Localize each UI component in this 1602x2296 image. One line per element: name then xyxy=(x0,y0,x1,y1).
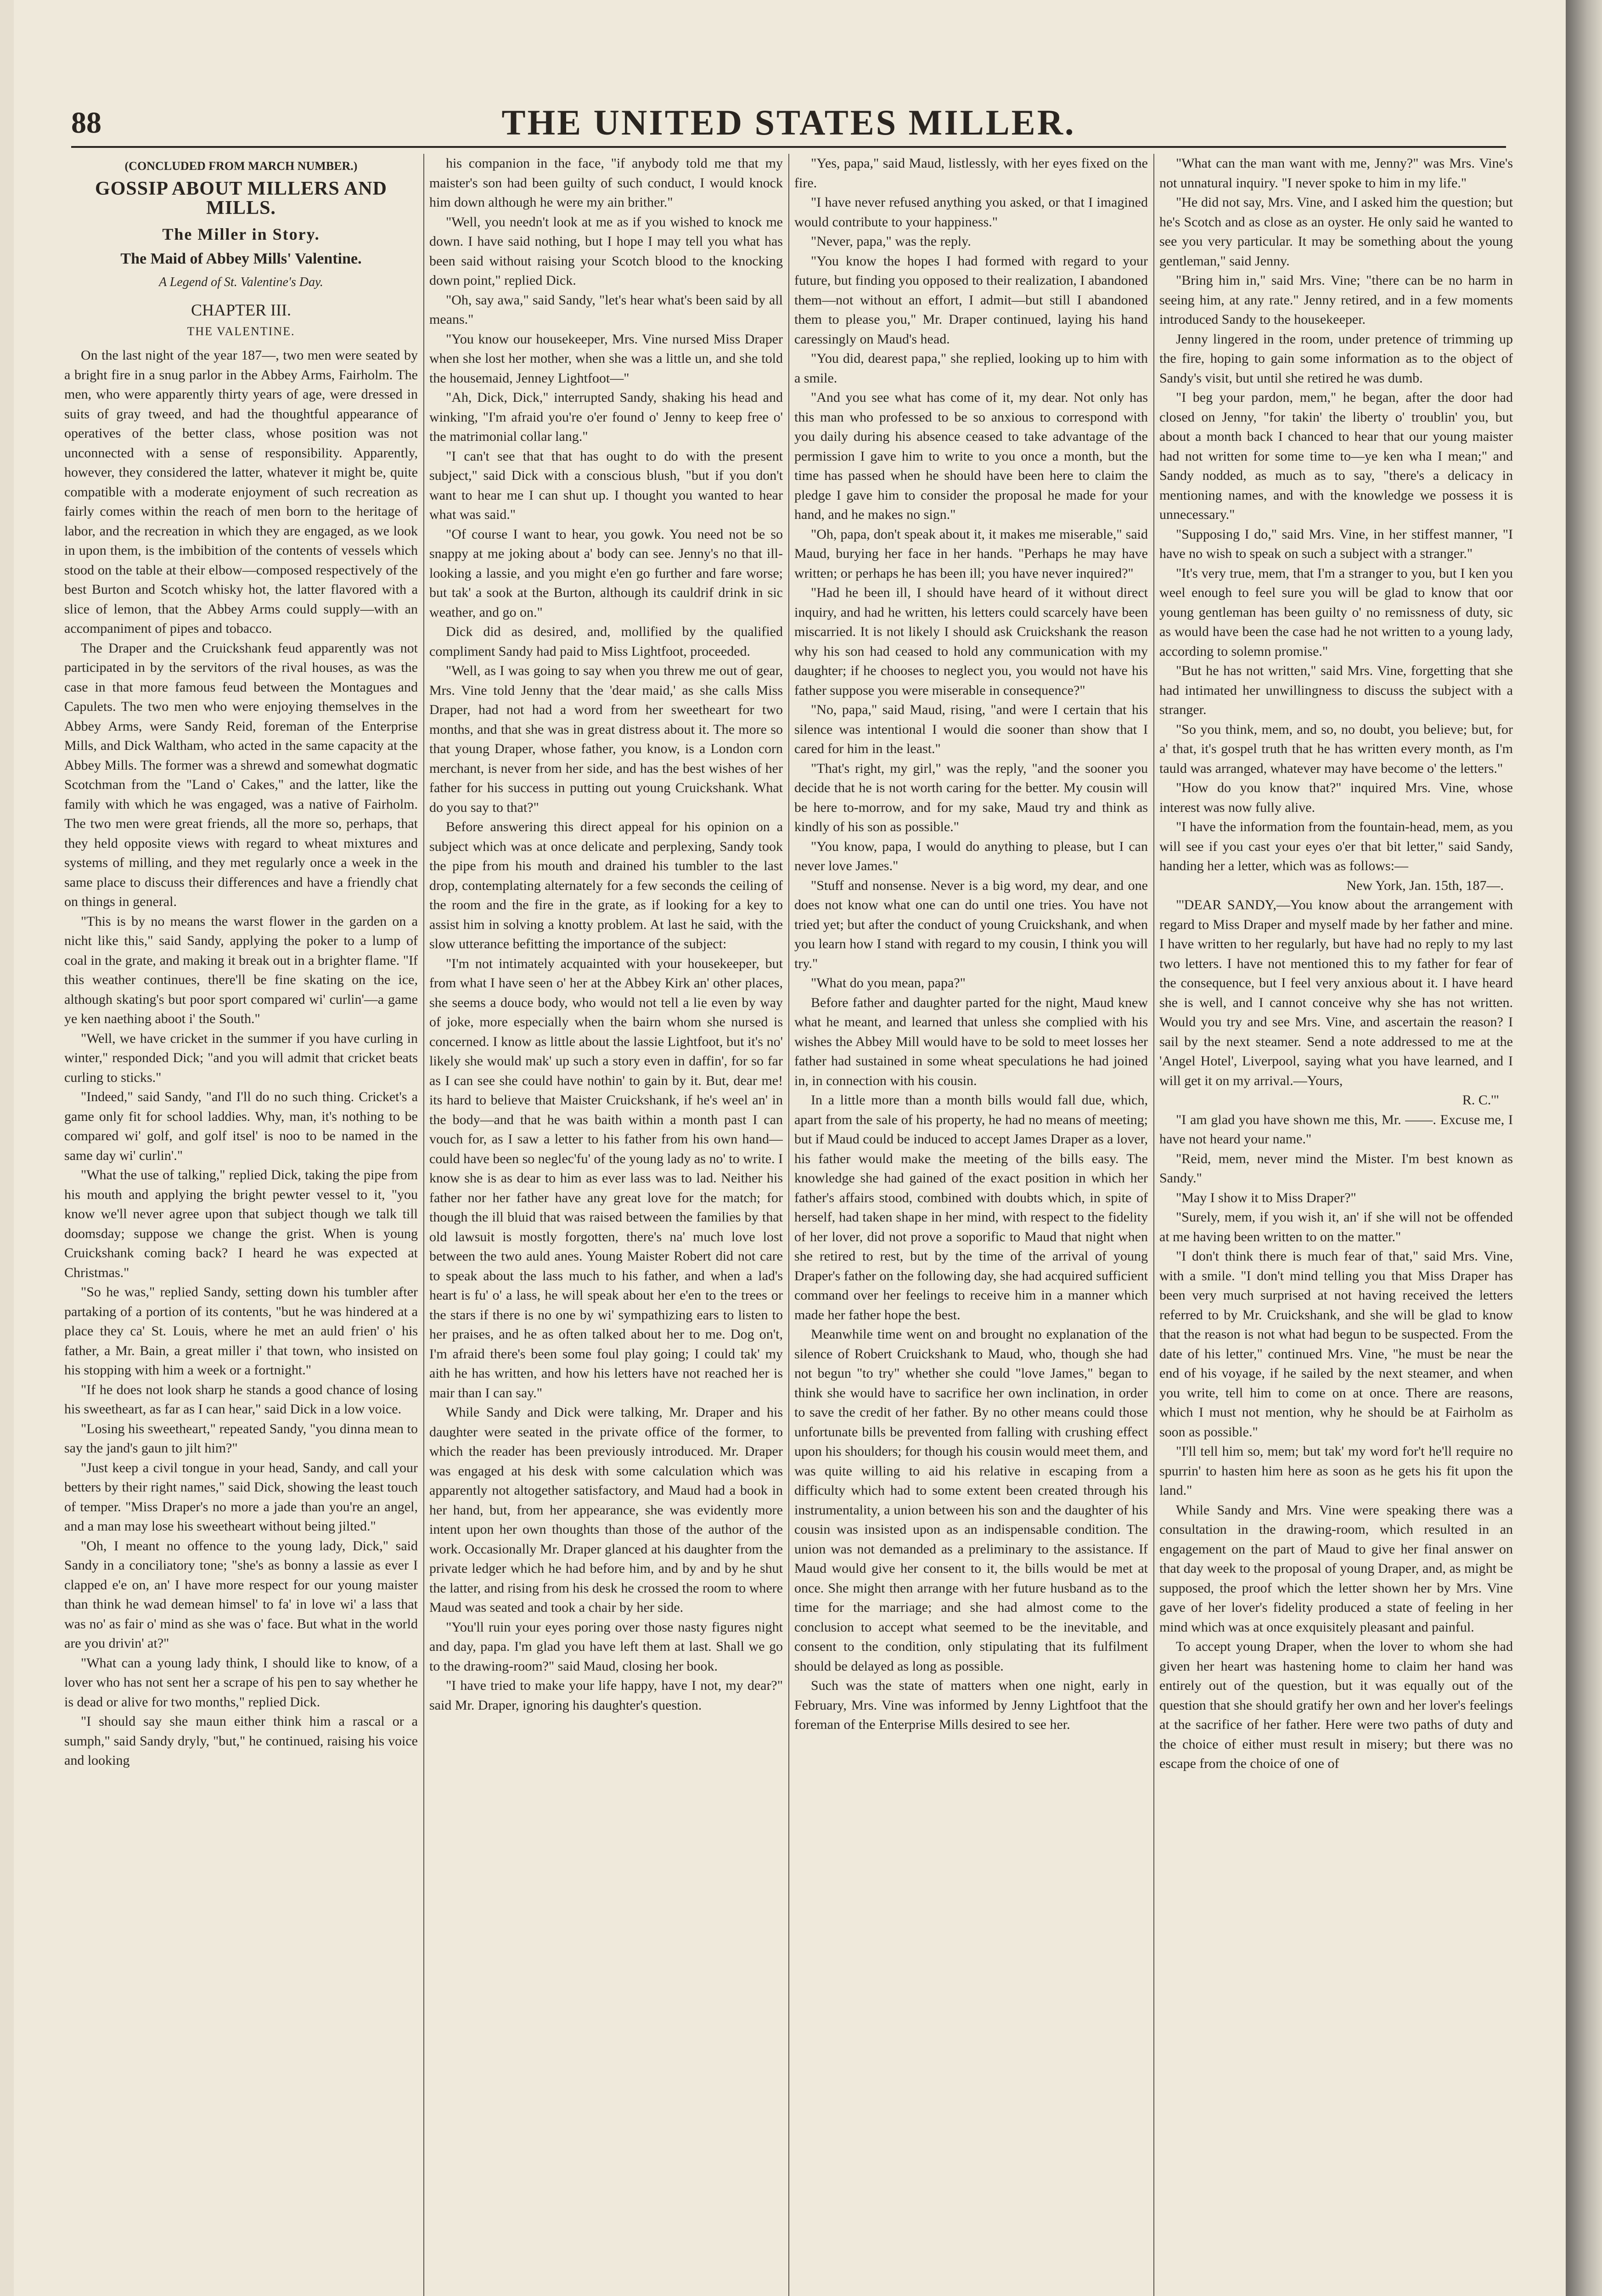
paragraph: While Sandy and Dick were talking, Mr. Draper and his daughter were seated in the private office of the former, to which the reader has been previously introduced. Mr. Draper was engaged at his desk with some calculation which was apparently not altogether satisfactory, and Maud had a book in her hand, but, from her appearance, she was evidently more intent upon her own thoughts than those of the author of the work. Occasionally Mr. Draper glanced at his daughter from the private ledger which he had before him, and by and by he shut the latter, and rising from his desk he crossed the room to where Maud was seated and took a chair by her side. xyxy=(429,1405,783,1615)
paragraph: "Indeed," said Sandy, "and I'll do no such thing. Cricket's a game only fit for school laddies. Why, man, it's nothing to be compared wi' golf, and golf itsel' is noo to be named in the same day wi' curlin'." xyxy=(64,1089,418,1163)
paragraph: "Just keep a civil tongue in your head, Sandy, and call your betters by their right names," said Dick, showing the least touch of temper. "Miss Draper's no more a jade than you're an angel, and a man may lose his sweetheart without being jilted." xyxy=(64,1460,418,1534)
paragraph: "Supposing I do," said Mrs. Vine, in her stiffest manner, "I have no wish to speak on such a subject with a stranger." xyxy=(1159,526,1513,561)
paragraph: "What do you mean, papa?" xyxy=(811,975,966,990)
paragraph: "Oh, say awa," said Sandy, "let's hear what's been said by all means." xyxy=(429,292,783,327)
chapter-title: THE VALENTINE. xyxy=(187,324,295,338)
paragraph: R. C.'" xyxy=(1462,1092,1499,1108)
paragraph: "How do you know that?" inquired Mrs. Vine, whose interest was now fully alive. xyxy=(1159,780,1513,815)
article-columns xyxy=(64,154,1515,2296)
paragraph: Jenny lingered in the room, under pretence of trimming up the fire, hoping to gain some information as to the object of Sandy's visit, but until she retired he was dumb. xyxy=(1159,331,1513,386)
paragraph: "Well, as I was going to say when you threw me out of gear, Mrs. Vine told Jenny that the 'dear maid,' as she calls Miss Draper, had not had a word from her sweetheart for two months, and that she was in great distress about it. The more so that young Draper, whose father, you know, is a London corn merchant, is never from her side, and has the best wishes of her father for his success in putting out young Cruickshank. What do you say to that?" xyxy=(429,663,783,815)
paragraph: Meanwhile time went on and brought no explanation of the silence of Robert Cruickshank to Maud, who, though she had not begun "to try" whether she could "love James," began to think she would have to sacrifice her own inclination, in order to save the credit of her father. By no other means could those unfortunate bills be prevented from falling with crushing effect upon his shoulders; for though his cousin would meet them, and was quite willing to aid his relative in escaping from a difficulty which had to some extent been created through his instrumentality, a union between his son and the daughter of his cousin was insisted upon as an indispensable condition. The union was not demanded as a preliminary to the assistance. If Maud would give her consent to it, the bills would be met at once. She might then arrange with her future husband as to the time for the marriage; and she had almost come to the conclusion to accept what seemed to be the inevitable, and consent to the condition, only stipulating that its fulfilment should be delayed as long as possible. xyxy=(794,1327,1148,1674)
continuation-notice: (CONCLUDED FROM MARCH NUMBER.) xyxy=(124,159,358,173)
story-legend: A Legend of St. Valentine's Day. xyxy=(159,275,323,289)
paragraph: "I don't think there is much fear of that," said Mrs. Vine, with a smile. "I don't mind telling you that Miss Draper has been very much surprised at not having received the letters referred to by Mr. Cruickshank, and she will be glad to know that the reason is not what had begun to be suspected. From the date of his letter," continued Mrs. Vine, "he must be near the end of his voyage, if he sailed by the next steamer, and when you write, tell him to come on at once. There are reasons, which I must not mention, why he should be at Fairholm as soon as possible." xyxy=(1159,1249,1513,1440)
column-body xyxy=(1159,154,1513,1774)
paragraph: While Sandy and Mrs. Vine were speaking there was a consultation in the drawing-room, which resulted in an engagement on the part of Maud to give her final answer on that day week to the proposal of young Draper, and, as might be supposed, the proof which the letter shown her by Mrs. Vine gave of her lover's fidelity produced a state of feeling in her mind which was at once exquisitely pleasant and painful. xyxy=(1159,1502,1513,1635)
paragraph: "Of course I want to hear, you gowk. You need not be so snappy at me joking about a' body can see. Jenny's no that ill-looking a lassie, and you might e'en go further and fare worse; but tak' a sook at the Burton, although its cauldrif drink in sic weather, and go on." xyxy=(429,526,783,620)
paragraph: "That's right, my girl," was the reply, "and the sooner you decide that he is not worth caring for the better. My cousin will be here to-morrow, and for my sake, Maud try and think as kindly of his son as possible." xyxy=(794,760,1148,834)
series-title: The Miller in Story. xyxy=(162,225,320,243)
column-4 xyxy=(1159,154,1513,2296)
column-body xyxy=(64,346,418,1771)
paragraph: "So you think, mem, and so, no doubt, you believe; but, for a' that, it's gospel truth that he has written every month, as I'm tauld was arranged, whatever may have become o' the letters." xyxy=(1159,721,1513,776)
paragraph: "But he has not written," said Mrs. Vine, forgetting that she had intimated her unwillingness to discuss the subject with a stranger. xyxy=(1159,663,1513,717)
paragraph: "'DEAR SANDY,—You know about the arrangement with regard to Miss Draper and myself made by her father and mine. I have written to her regularly, but have had no reply to my last two letters. I have not mentioned this to my father for fear of the consequence, but I feel very anxious about it. I have heard she is well, and I cannot conceive why she has not written. Would you try and see Mrs. Vine, and ascertain the reason? I sail by the next steamer. Send a note addressed to me at the 'Angel Hotel', Liverpool, saying what you have learned, and I will get it on my arrival.—Yours, xyxy=(1159,897,1513,1088)
paragraph: In a little more than a month bills would fall due, which, apart from the sale of his property, he had no means of meeting; but if Maud could be induced to accept James Draper as a lover, his father would make the meeting of the bills easy. The knowledge she had gained of the exact position in which her father's affairs stood, combined with doubts which, in spite of herself, had taken shape in her mind, with respect to the fidelity of her lover, did not prove a soporific to Maud that night when she retired to rest, but by the time of the arrival of young Draper's father on the following day, she had acquired sufficient command over her feelings to receive him in a manner which made her father hope the best. xyxy=(794,1092,1148,1322)
paragraph: "Oh, papa, don't speak about it, it makes me miserable," said Maud, burying her face in her hands. "Perhaps he may have written; or perhaps he has been ill; you have never inquired?" xyxy=(794,526,1148,581)
paragraph: "I can't see that that has ought to do with the present subject," said Dick with a conscious blush, "but if you don't want to hear me I can shut up. I thought you wanted to hear what was said." xyxy=(429,448,783,522)
column-body xyxy=(429,154,783,1715)
story-title: The Maid of Abbey Mills' Valentine. xyxy=(120,250,362,267)
paragraph: "You know, papa, I would do anything to please, but I can never love James." xyxy=(794,838,1148,873)
paragraph: "You know our housekeeper, Mrs. Vine nursed Miss Draper when she lost her mother, when she was a little un, and she told the housemaid, Jenney Lightfoot—" xyxy=(429,331,783,386)
paragraph: "Yes, papa," said Maud, listlessly, with her eyes fixed on the fire. xyxy=(794,156,1148,191)
paragraph: "Ah, Dick, Dick," interrupted Sandy, shaking his head and winking, "I'm afraid you're o'er found o' Jenny to keep free o' the matrimonial collar lang." xyxy=(429,390,783,444)
column-divider xyxy=(1153,154,1154,2296)
paragraph: "So he was," replied Sandy, setting down his tumbler after partaking of a portion of its contents, "but he was hindered at a place they ca' St. Louis, where he met an auld frien' o' his father, a Mr. Bain, a great miller i' that town, who insisted on his stopping with him a week or a fortnight." xyxy=(64,1284,418,1378)
paragraph: "I am glad you have shown me this, Mr. ——. Excuse me, I have not heard your name." xyxy=(1159,1112,1513,1147)
page-edge xyxy=(1566,0,1602,2296)
paragraph: "Well, you needn't look at me as if you wished to knock me down. I have said nothing, but I hope I may tell you what has been said without raising your Scotch blood to the knocking down point," replied Dick. xyxy=(429,214,783,288)
paragraph: "Well, we have cricket in the summer if you have curling in winter," responded Dick; "and you will admit that cricket beats curling to sticks." xyxy=(64,1030,418,1085)
paragraph: To accept young Draper, when the lover to whom she had given her heart was hastening home to claim her hand was entirely out of the question, but it was equally out of the question that she should gratify her own and her lover's feelings at the sacrifice of her father. Here were two paths of duty and the choice of either must result in misery; but there was no escape from the choice of one of xyxy=(1159,1639,1513,1771)
paragraph: "Had he been ill, I should have heard of it without direct inquiry, and had he written, his letters could scarcely have been miscarried. It is not likely I should ask Cruickshank the reason why his son had ceased to hold any communication with my daughter; if he chooses to neglect you, you would not have his father suppose you were miserable in consequence?" xyxy=(794,585,1148,698)
paragraph: his companion in the face, "if anybody told me that my maister's son had been guilty of such conduct, I would knock him down although he were my ain brither." xyxy=(429,156,783,210)
paragraph: "This is by no means the warst flower in the garden on a nicht like this," said Sandy, applying the poker to a lump of coal in the grate, and making it break out in a brighter flame. "If this weather continues, there'll be fine skating on the ice, although skating's but poor sport compared wi' curlin'—a game ye ken naething aboot i' the South." xyxy=(64,913,418,1026)
paragraph: "Never, papa," was the reply. xyxy=(811,234,971,249)
paragraph: "Oh, I meant no offence to the young lady, Dick," said Sandy in a conciliatory tone; "she's as bonny a lassie as ever I clapped e'e on, an' I have more respect for our young maister than think he wad demean himsel' to fa' in love wi' a lass that was no' as fair o' mind as she was o' face. But what in the world are you drivin' at?" xyxy=(64,1538,418,1651)
running-head xyxy=(57,102,1520,142)
paragraph: "I have the information from the fountain-head, mem, as you will see if you cast your eyes o'er that bit letter," said Sandy, handing her a letter, which was as follows:— xyxy=(1159,819,1513,873)
paragraph: "And you see what has come of it, my dear. Not only has this man who professed to be so anxious to correspond with you daily during his absence ceased to take advantage of the permission I gave him to write to you once a month, but the time has passed when he should have been here to claim the pledge I gave him to consider the proposal he made for your hand, and he makes no sign." xyxy=(794,390,1148,522)
paragraph: "Surely, mem, if you wish it, an' if she will not be offended at me having been written to on the matter." xyxy=(1159,1210,1513,1244)
paragraph: "What can the man want with me, Jenny?" was Mrs. Vine's not unnatural inquiry. "I never spoke to him in my life." xyxy=(1159,156,1513,191)
column-2 xyxy=(429,154,783,2296)
column-1 xyxy=(64,154,418,2296)
paragraph: "I should say she maun either think him a rascal or a sumph," said Sandy dryly, "but," he continued, raising his voice and looking xyxy=(64,1714,418,1768)
paragraph: New York, Jan. 15th, 187—. xyxy=(1346,878,1504,893)
header-rule xyxy=(71,146,1506,148)
paragraph: Before answering this direct appeal for his opinion on a subject which was at once delicate and perplexing, Sandy took the pipe from his mouth and drained his tumbler to the last drop, contemplating alternately for a few seconds the ceiling of the room and the fire in the grate, as if looking for a key to assist him in solving a knotty problem. At last he said, with the slow utterance befitting the importance of the subject: xyxy=(429,819,783,951)
paragraph: "I have never refused anything you asked, or that I imagined would contribute to your happiness." xyxy=(794,195,1148,230)
paragraph: Such was the state of matters when one night, early in February, Mrs. Vine was informed by Jenny Lightfoot that the foreman of the Enterprise Mills desired to see her. xyxy=(794,1678,1148,1732)
paragraph: "I'll tell him so, mem; but tak' my word for't he'll require no spurrin' to hasten him here as soon as he gets his fit upon the land." xyxy=(1159,1444,1513,1498)
paragraph: "You'll ruin your eyes poring over those nasty figures night and day, papa. I'm glad you have left them at last. Shall we go to the drawing-room?" said Maud, closing her book. xyxy=(429,1619,783,1674)
paragraph: "I beg your pardon, mem," he began, after the door had closed on Jenny, "for takin' the liberty o' troublin' you, but about a month back I chanced to hear that our young maister had not written for some time to—ye ken wha I mean;" and Sandy nodded, as much as to say, "there's a delicacy in mentioning names, and with the knowledge we possess it is unnecessary." xyxy=(1159,390,1513,522)
paragraph: "If he does not look sharp he stands a good chance of losing his sweetheart, as far as I can hear," said Dick in a low voice. xyxy=(64,1382,418,1417)
page-number: 88 xyxy=(71,106,101,140)
column-body xyxy=(794,154,1148,1735)
column-3 xyxy=(794,154,1148,2296)
column-divider xyxy=(788,154,789,2296)
paragraph: "You know the hopes I had formed with regard to your future, but finding you opposed to their realization, I abandoned them—not without an effort, I admit—but still I abandoned them to please you," Mr. Draper continued, laying his hand caressingly on Maud's head. xyxy=(794,253,1148,347)
newspaper-page xyxy=(14,0,1566,2296)
paragraph: "I'm not intimately acquainted with your housekeeper, but from what I have seen o' her at the Abbey Kirk an' other places, she seems a douce body, who would not tell a lie even by way of joke, more especially when the bairn whom she nursed is concerned. I know as little about the lassie Lightfoot, but it's no' likely she would mak' up such a story even in daffin', for so far as I can see she could have nothin' to gain by it. But, dear me! its hard to believe that Maister Cruickshank, if he's weel an' in the body—and that he was baith within a month past I can vouch for, as I saw a letter to his father from his own hand—could have been so neglec'fu' of the young lady as no' to write. I know she is as dear to him as ever lass was to lad. Neither his father nor her father have any great love for the match; for though the ill bluid that was raised between the families by that old lawsuit is mostly forgotten, there's na' much love lost between the two auld anes. Young Maister Robert did not care to speak about the lass much to his father, and when a lad's heart is fu' o' a lass, he will speak about her e'en to the trees or the stars if there is no one by wi' sympathizing ears to listen to her praises, and he as often talked about her to me. Dog on't, I'm afraid there's been some foul play going; I could tak' my aith he has written, and how his letters have not reached her is mair than I can say." xyxy=(429,956,783,1401)
newspaper-title: THE UNITED STATES MILLER. xyxy=(501,102,1076,142)
paragraph: "What the use of talking," replied Dick, taking the pipe from his mouth and applying the bright pewter vessel to it, "you know we'll never agree upon that subject though we talk till doomsday; suppose we change the grist. When is young Cruickshank coming back? I heard he was expected at Christmas." xyxy=(64,1167,418,1280)
paragraph: Before father and daughter parted for the night, Maud knew what he meant, and learned that unless she complied with his wishes the Abbey Mill would have to be sold to meet losses her father had sustained in some wheat speculations he had joined in, in connection with his cousin. xyxy=(794,995,1148,1088)
paragraph: "Stuff and nonsense. Never is a big word, my dear, and one does not know what one can do until one tries. You have not tried yet; but after the conduct of young Cruickshank, and when you learn how I stand with regard to my cousin, I think you will try." xyxy=(794,878,1148,971)
paragraph: "Reid, mem, never mind the Mister. I'm best known as Sandy." xyxy=(1159,1151,1513,1186)
paragraph: "It's very true, mem, that I'm a stranger to you, but I ken you weel enough to feel sure you will be glad to know that oor young gentleman has been guilty o' no remissness of duty, sic as would have been the case had he not written to a young lady, according to solemn promise." xyxy=(1159,565,1513,659)
paragraph: "May I show it to Miss Draper?" xyxy=(1176,1190,1356,1205)
article-headline: GOSSIP ABOUT MILLERS AND MILLS. xyxy=(95,178,387,219)
paragraph: "Losing his sweetheart," repeated Sandy, "you dinna mean to say the jand's gaun to jilt him?" xyxy=(64,1421,418,1456)
paragraph: "You did, dearest papa," she replied, looking up to him with a smile. xyxy=(794,351,1148,386)
paragraph: "No, papa," said Maud, rising, "and were I certain that his silence was intentional I would die sooner than show that I cared for him in the least." xyxy=(794,702,1148,756)
column-divider xyxy=(423,154,424,2296)
paragraph: "He did not say, Mrs. Vine, and I asked him the question; but he's Scotch and as close as an oyster. He only said he wanted to see you very particular. It may be something about the young gentleman," said Jenny. xyxy=(1159,195,1513,269)
paragraph: Dick did as desired, and, mollified by the qualified compliment Sandy had paid to Miss Lightfoot, proceeded. xyxy=(429,624,783,659)
paragraph: "I have tried to make your life happy, have I not, my dear?" said Mr. Draper, ignoring his daughter's question. xyxy=(429,1678,783,1713)
paragraph: On the last night of the year 187—, two men were seated by a bright fire in a snug parlor in the Abbey Arms, Fairholm. The men, who were apparently thirty years of age, were dressed in suits of gray tweed, and had the thoughtful appearance of operatives of the better class, whose position was not unconnected with a sense of responsibility. Apparently, however, they considered the latter, whatever it might be, quite compatible with a moderate enjoyment of such recreation as fairly comes within the reach of men born to the heritage of labor, and the recreation in which they are engaged, as we look in upon them, is the imbibition of the contents of vessels which stood on the table at their elbow—composed respectively of the best Burton and Scotch whisky hot, the latter flavored with a slice of lemon, that the Abbey Arms could supply—with an accompaniment of pipes and tobacco. xyxy=(64,348,418,636)
paragraph: The Draper and the Cruickshank feud apparently was not participated in by the servitors of the rival houses, as was the case in that more famous feud between the Montagues and Capulets. The two men who were enjoying themselves in the Abbey Arms, were Sandy Reid, foreman of the Enterprise Mills, and Dick Waltham, who acted in the same capacity at the Abbey Mills. The former was a shrewd and somewhat dogmatic Scotchman from the "Land o' Cakes," and the latter, like the family with which he was engaged, was a native of Fairholm. The two men were great friends, all the more so, perhaps, that they held opposite views with regard to wheat mixtures and systems of milling, and they met regularly once a week in the same place to discuss their differences and have a friendly chat on things in general. xyxy=(64,640,418,909)
paragraph: "What can a young lady think, I should like to know, of a lover who has not sent her a scrape of his pen to say whether he is dead or alive for two months," replied Dick. xyxy=(64,1655,418,1710)
chapter-number: CHAPTER III. xyxy=(191,301,291,319)
paragraph: "Bring him in," said Mrs. Vine; "there can be no harm in seeing him, at any rate." Jenny retired, and in a few moments introduced Sandy to the housekeeper. xyxy=(1159,273,1513,327)
